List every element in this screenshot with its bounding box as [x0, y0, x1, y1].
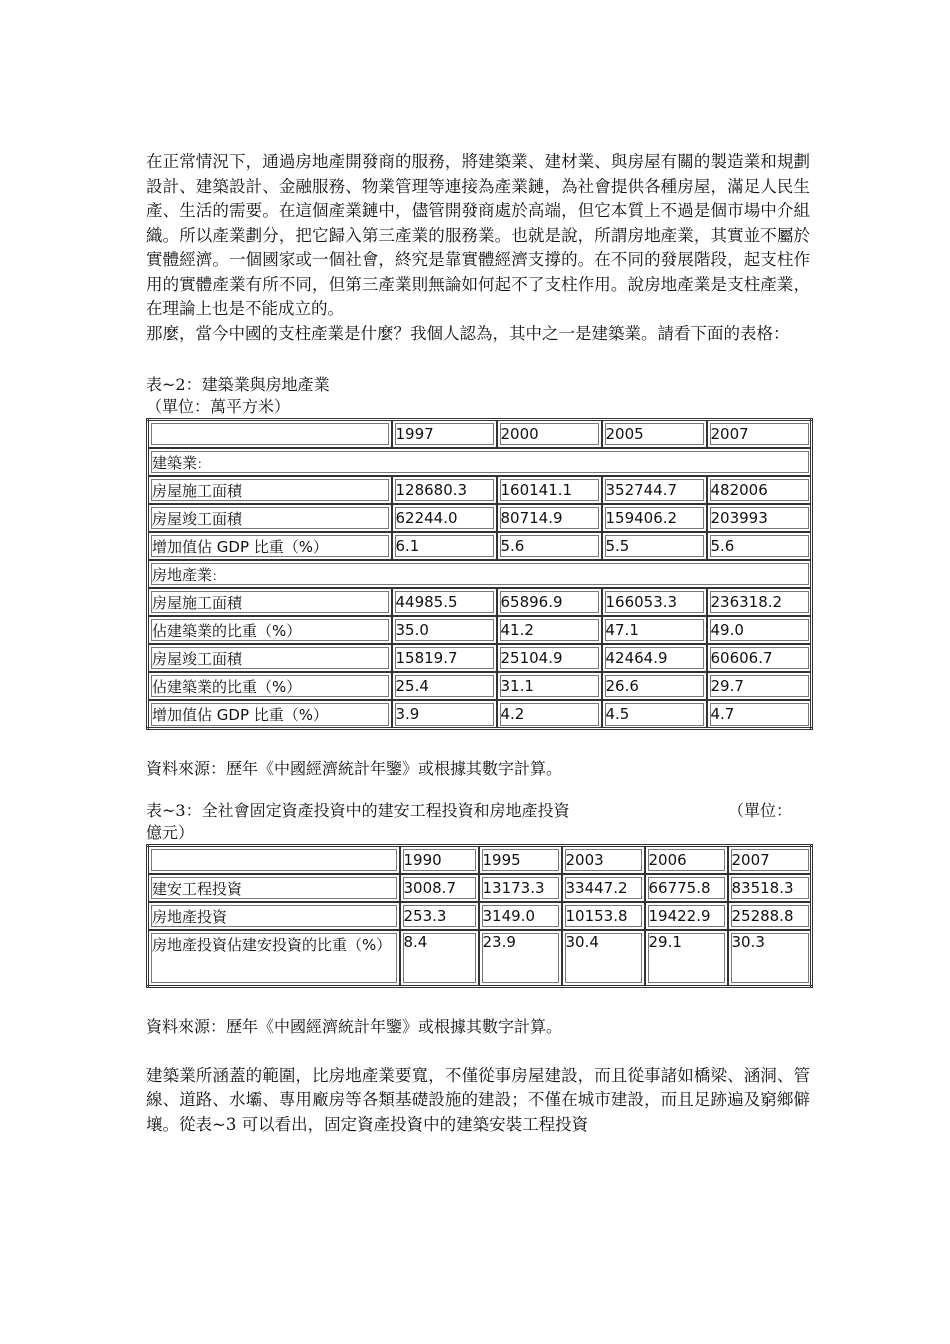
- section-label: 房地產業：: [148, 560, 812, 588]
- table-cell: 26.6: [602, 672, 707, 700]
- table-cell: 13173.3: [479, 874, 562, 902]
- table-cell: 203993: [707, 504, 812, 532]
- table-cell: 83518.3: [728, 874, 812, 902]
- table-cell: 236318.2: [707, 588, 812, 616]
- row-label: 房屋施工面積: [148, 588, 392, 616]
- closing-paragraph: 建築業所涵蓋的範圍，比房地產業要寬，不僅從事房屋建設，而且從事諸如橋梁、涵洞、管線、道路、水壩、專用廠房等各類基礎設施的建設；不僅在城市建設，而且足跡遍及窮鄉僻壤。從表~3 可以看出，固定資產投資中的建築安裝工程投資: [146, 1065, 810, 1134]
- table-cell: 29.7: [707, 672, 812, 700]
- table3-title: 表~3：全社會固定資產投資中的建安工程投資和房地產投資: [146, 801, 570, 820]
- row-label: 佔建築業的比重（%）: [148, 672, 392, 700]
- intro-paragraph: 在正常情況下，通過房地產開發商的服務，將建築業、建材業、與房屋有關的製造業和規劃設計、建築設計、金融服務、物業管理等連接為產業鏈，為社會提供各種房屋，滿足人民生產、生活的需要。在這個產業鏈中，儘管開發商處於高端，但它本質上不過是個市場中介組織。所以產業劃分，把它歸入第三產業的服務業。也就是說，所謂房地產業，其實並不屬於實體經濟。一個國家或一個社會，終究是靠實體經濟支撐的。在不同的發展階段，起支柱作用的實體產業有所不同，但第三產業則無論如何起不了支柱作用。說房地產業是支柱產業，在理論上也是不能成立的。: [146, 152, 810, 318]
- table-cell: 30.4: [562, 930, 645, 986]
- table2-section-realestate: [148, 560, 812, 588]
- table-cell: 47.1: [602, 616, 707, 644]
- year-header: 1990: [400, 846, 479, 875]
- table-cell: [148, 420, 392, 449]
- year-header: 2007: [728, 846, 812, 875]
- table-cell: 4.5: [602, 700, 707, 729]
- table3-caption: [146, 800, 810, 822]
- table-cell: 30.3: [728, 930, 812, 986]
- table2-source: 資料來源：歷年《中國經濟統計年鑒》或根據其數字計算。: [146, 759, 563, 778]
- table-cell: 3008.7: [400, 874, 479, 902]
- table-cell: 5.6: [497, 532, 602, 560]
- table2-unit: （單位：萬平方米）: [146, 397, 291, 416]
- row-label: 房屋竣工面積: [148, 504, 392, 532]
- section-label: 建築業：: [148, 448, 812, 476]
- table-cell: 253.3: [400, 902, 479, 930]
- row-label: 佔建築業的比重（%）: [148, 616, 392, 644]
- table-cell: 25.4: [392, 672, 497, 700]
- table-cell: 35.0: [392, 616, 497, 644]
- table-cell: 29.1: [645, 930, 728, 986]
- table-row: [148, 532, 812, 560]
- table-cell: 80714.9: [497, 504, 602, 532]
- table-row: [148, 644, 812, 672]
- table-row: [148, 476, 812, 504]
- year-header: 2005: [602, 420, 707, 449]
- year-header: 1995: [479, 846, 562, 875]
- document-page: [146, 150, 810, 1137]
- table-cell: 31.1: [497, 672, 602, 700]
- table2-section-construction: [148, 448, 812, 476]
- table-cell: 23.9: [479, 930, 562, 986]
- table2-header-row: [148, 420, 812, 449]
- row-label: 房屋竣工面積: [148, 644, 392, 672]
- table-row: [148, 672, 812, 700]
- table3-header-row: [148, 846, 812, 875]
- table-cell: [148, 846, 400, 875]
- table-cell: 3149.0: [479, 902, 562, 930]
- table2: [146, 418, 813, 730]
- table-cell: 128680.3: [392, 476, 497, 504]
- table-cell: 482006: [707, 476, 812, 504]
- table-row: [148, 504, 812, 532]
- table-row: [148, 930, 812, 986]
- table-row: [148, 874, 812, 902]
- table-cell: 10153.8: [562, 902, 645, 930]
- table-cell: 160141.1: [497, 476, 602, 504]
- table-cell: 49.0: [707, 616, 812, 644]
- table-cell: 42464.9: [602, 644, 707, 672]
- table-cell: 3.9: [392, 700, 497, 729]
- table3: [146, 844, 813, 988]
- question-paragraph: 那麼，當今中國的支柱產業是什麼？我個人認為，其中之一是建築業。請看下面的表格：: [146, 323, 790, 343]
- table-cell: 4.7: [707, 700, 812, 729]
- table-cell: 5.5: [602, 532, 707, 560]
- table-row: [148, 588, 812, 616]
- table-cell: 25104.9: [497, 644, 602, 672]
- row-label: 增加值佔 GDP 比重（%）: [148, 700, 392, 729]
- table3-unit: （單位：: [727, 801, 792, 820]
- table-cell: 8.4: [400, 930, 479, 986]
- table-cell: 4.2: [497, 700, 602, 729]
- table-cell: 166053.3: [602, 588, 707, 616]
- table-row: [148, 616, 812, 644]
- row-label: 增加值佔 GDP 比重（%）: [148, 532, 392, 560]
- table-cell: 65896.9: [497, 588, 602, 616]
- table-cell: 15819.7: [392, 644, 497, 672]
- table-cell: 62244.0: [392, 504, 497, 532]
- row-label: 房地產投資佔建安投資的比重（%）: [148, 930, 400, 986]
- table-cell: 352744.7: [602, 476, 707, 504]
- table-cell: 5.6: [707, 532, 812, 560]
- table-cell: 19422.9: [645, 902, 728, 930]
- year-header: 1997: [392, 420, 497, 449]
- table-cell: 60606.7: [707, 644, 812, 672]
- year-header: 2006: [645, 846, 728, 875]
- table-cell: 25288.8: [728, 902, 812, 930]
- row-label: 房屋施工面積: [148, 476, 392, 504]
- table-row: [148, 700, 812, 729]
- table-row: [148, 902, 812, 930]
- table-cell: 159406.2: [602, 504, 707, 532]
- year-header: 2003: [562, 846, 645, 875]
- table-cell: 66775.8: [645, 874, 728, 902]
- table-cell: 44985.5: [392, 588, 497, 616]
- table-cell: 41.2: [497, 616, 602, 644]
- row-label: 房地產投資: [148, 902, 400, 930]
- row-label: 建安工程投資: [148, 874, 400, 902]
- year-header: 2000: [497, 420, 602, 449]
- table-cell: 6.1: [392, 532, 497, 560]
- table2-title: 表~2：建築業與房地產業: [146, 375, 330, 394]
- table3-unit-continued: 億元）: [146, 823, 195, 842]
- year-header: 2007: [707, 420, 812, 449]
- table3-source: 資料來源：歷年《中國經濟統計年鑒》或根據其數字計算。: [146, 1016, 563, 1036]
- table-cell: 33447.2: [562, 874, 645, 902]
